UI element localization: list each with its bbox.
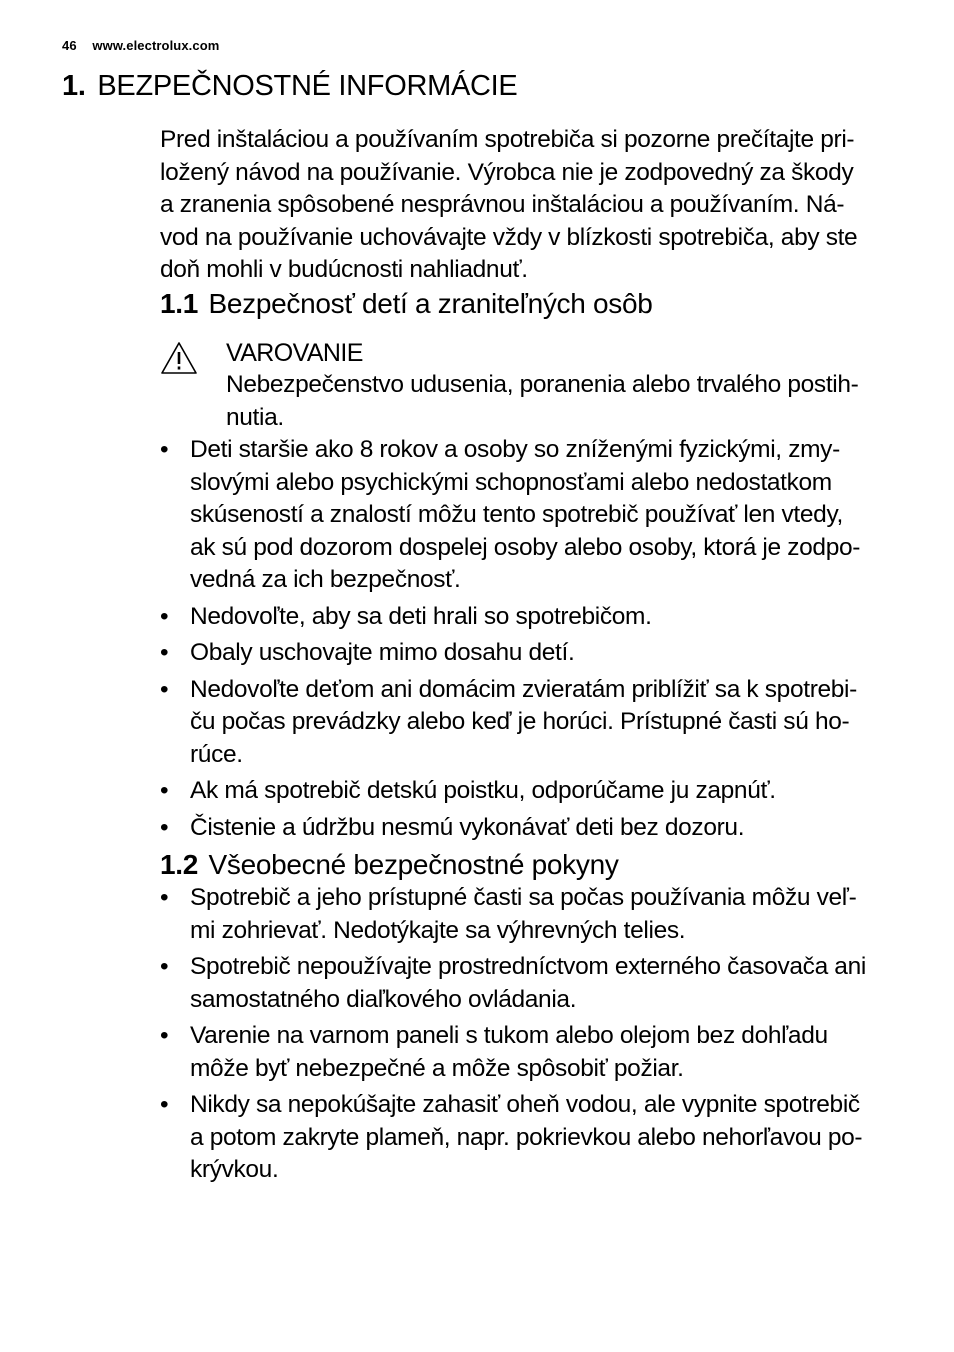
list-item xyxy=(160,882,892,947)
general-safety-list xyxy=(160,882,892,1187)
chapter-number: 1. xyxy=(62,70,86,102)
section-heading-general-safety xyxy=(160,848,892,882)
list-item-line: môže byť nebezpečné a môže spôsobiť požiar. xyxy=(190,1054,684,1082)
list-item-line: Nedovoľte deťom ani domácim zvieratám priblížiť sa k spotrebi- xyxy=(190,675,857,703)
section-number: 1.2 xyxy=(160,849,199,880)
list-item-line: samostatného diaľkového ovládania. xyxy=(190,985,577,1013)
list-item-line: vedná za ich bezpečnosť. xyxy=(190,566,461,593)
list-item xyxy=(160,674,892,772)
list-item xyxy=(160,1089,892,1187)
list-item-line: krývkou. xyxy=(190,1156,279,1183)
list-item-line: rúce. xyxy=(190,740,243,768)
children-safety-list xyxy=(160,434,892,844)
website-link[interactable]: www.electrolux.com xyxy=(92,38,220,53)
main-content xyxy=(160,124,892,1191)
list-item-line: Spotrebič a jeho prístupné časti sa počas používania môžu veľ- xyxy=(190,884,857,911)
warning-triangle-icon xyxy=(160,341,198,375)
warning-line: nutia. xyxy=(226,403,284,431)
section-number: 1.1 xyxy=(160,287,199,319)
warning-line: Nebezpečenstvo udusenia, poranenia alebo trvalého postih- xyxy=(226,371,859,398)
list-item xyxy=(160,637,892,670)
list-item-line: Nikdy sa nepokúšajte zahasiť oheň vodou, ale vypnite spotrebič xyxy=(190,1091,860,1118)
list-item xyxy=(160,601,892,634)
intro-line: doň mohli v budúcnosti nahliadnuť. xyxy=(160,256,528,283)
list-item-line: slovými alebo psychickými schopnosťami alebo nedostatkom xyxy=(190,468,832,496)
list-item-line: Varenie na varnom paneli s tukom alebo olejom bez dohľadu xyxy=(190,1022,828,1049)
intro-line: ložený návod na používanie. Výrobca nie je zodpovedný za škody xyxy=(160,158,854,186)
list-item-line: ču počas prevádzky alebo keď je horúci. Prístupné časti sú ho- xyxy=(190,708,850,735)
list-item-line: Ak má spotrebič detskú poistku, odporúčame ju zapnúť. xyxy=(190,777,776,804)
list-item-line: Obaly uschovajte mimo dosahu detí. xyxy=(190,639,575,666)
list-item-line: skúseností a znalostí môžu tento spotrebič používať len vtedy, xyxy=(190,501,843,528)
list-item-line: mi zohrievať. Nedotýkajte sa výhrevných telies. xyxy=(190,916,686,944)
intro-line: Pred inštaláciou a používaním spotrebiča si pozorne prečítajte pri- xyxy=(160,126,855,153)
list-item xyxy=(160,951,892,1016)
list-item-line: Čistenie a údržbu nesmú vykonávať deti bez dozoru. xyxy=(190,813,745,841)
list-item-line: Deti staršie ako 8 rokov a osoby so zníženými fyzickými, zmy- xyxy=(190,436,840,463)
list-item-line: Spotrebič nepoužívajte prostredníctvom externého časovača ani xyxy=(190,953,866,980)
list-item xyxy=(160,434,892,597)
chapter-heading xyxy=(62,70,517,103)
list-item xyxy=(160,775,892,808)
section-title: Všeobecné bezpečnostné pokyny xyxy=(208,849,619,880)
list-item-line: a potom zakryte plameň, napr. pokrievkou alebo nehorľavou po- xyxy=(190,1123,863,1151)
list-item xyxy=(160,812,892,845)
list-item-line: ak sú pod dozorom dospelej osoby alebo osoby, ktorá je zodpo- xyxy=(190,533,861,561)
running-header xyxy=(62,38,219,53)
page-number: 46 xyxy=(62,38,77,53)
warning-box xyxy=(160,337,892,435)
section-heading-children-safety xyxy=(160,287,892,321)
intro-paragraph xyxy=(160,124,892,287)
intro-line: a zranenia spôsobené nesprávnou inštaláciou a používaním. Ná- xyxy=(160,191,845,218)
warning-title: VAROVANIE xyxy=(226,338,363,367)
chapter-title: BEZPEČNOSTNÉ INFORMÁCIE xyxy=(97,70,518,102)
intro-line: vod na používanie uchovávajte vždy v blízkosti spotrebiča, aby ste xyxy=(160,223,858,251)
list-item-line: Nedovoľte, aby sa deti hrali so spotrebičom. xyxy=(190,602,652,630)
list-item xyxy=(160,1020,892,1085)
warning-text xyxy=(226,369,892,434)
section-title: Bezpečnosť detí a zraniteľných osôb xyxy=(208,287,653,319)
